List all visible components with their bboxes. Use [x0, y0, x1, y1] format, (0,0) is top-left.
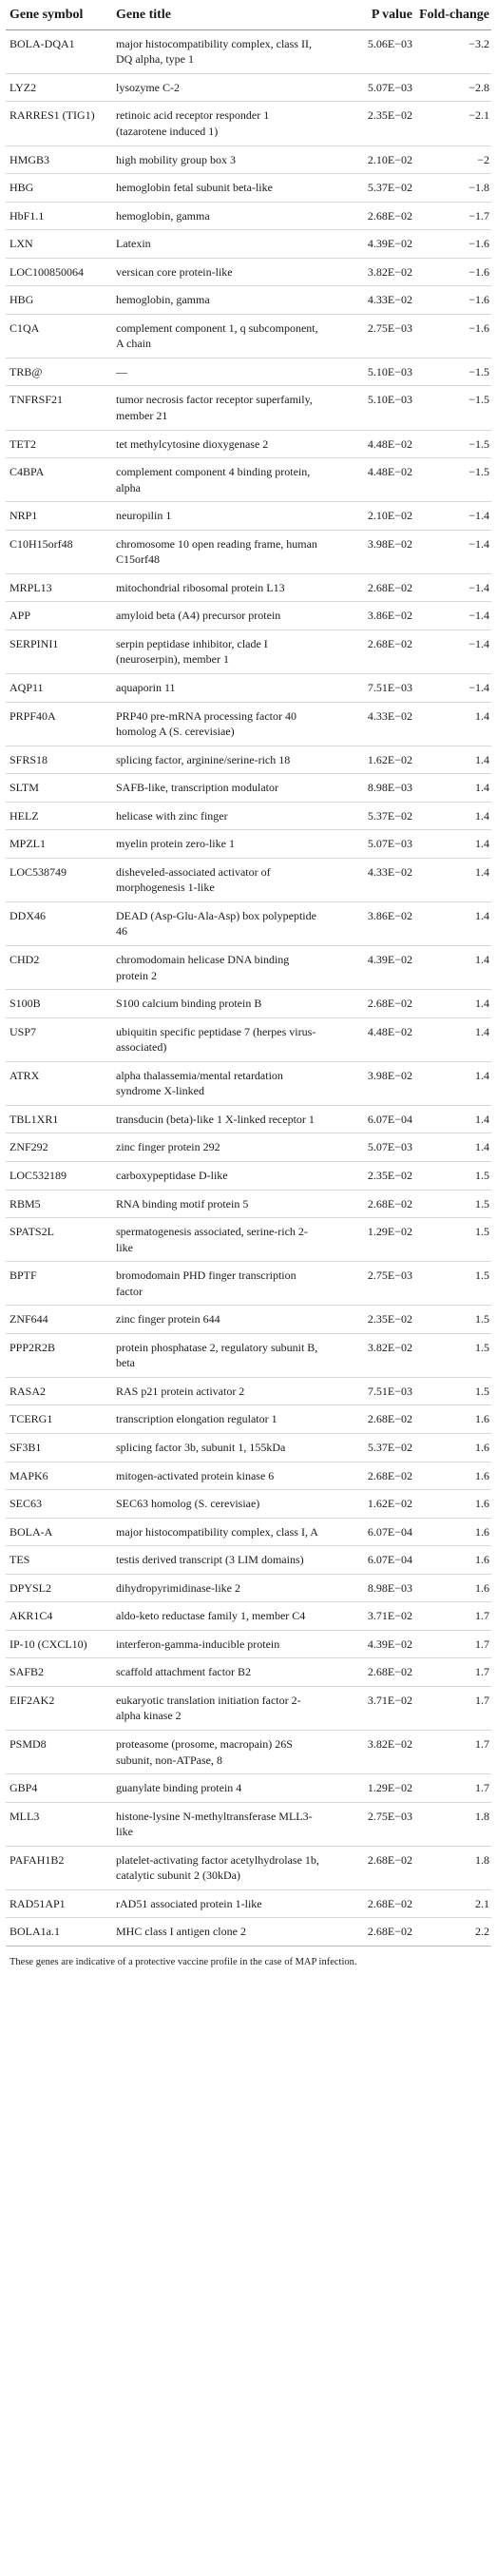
p-value-cell: 3.98E−02	[323, 1061, 414, 1105]
fold-change-cell: −1.6	[414, 286, 491, 315]
table-row	[6, 702, 491, 746]
gene-symbol-cell: TCERG1	[6, 1405, 112, 1434]
gene-title-cell: complement component 1, q subcomponent, A chain	[112, 314, 323, 358]
p-value-cell: 4.33E−02	[323, 858, 414, 901]
fold-change-cell: −1.6	[414, 230, 491, 259]
table-row	[6, 1462, 491, 1490]
gene-title-cell: protein phosphatase 2, regulatory subunit B, beta	[112, 1333, 323, 1377]
fold-change-cell: −1.4	[414, 530, 491, 573]
p-value-cell: 5.07E−03	[323, 1133, 414, 1162]
table-row	[6, 258, 491, 286]
table-row	[6, 73, 491, 102]
gene-symbol-cell: HMGB3	[6, 145, 112, 174]
gene-symbol-cell: PSMD8	[6, 1730, 112, 1773]
table-row	[6, 1918, 491, 1947]
p-value-cell: 2.68E−02	[323, 1462, 414, 1490]
table-row	[6, 430, 491, 458]
fold-change-cell: −1.6	[414, 258, 491, 286]
gene-symbol-cell: IP-10 (CXCL10)	[6, 1630, 112, 1658]
p-value-cell: 1.62E−02	[323, 1490, 414, 1519]
p-value-cell: 4.48E−02	[323, 430, 414, 458]
table-row	[6, 990, 491, 1018]
fold-change-cell: 1.7	[414, 1730, 491, 1773]
p-value-cell: 2.35E−02	[323, 102, 414, 145]
gene-title-cell: mitochondrial ribosomal protein L13	[112, 573, 323, 602]
gene-symbol-cell: PRPF40A	[6, 702, 112, 746]
gene-title-cell: transducin (beta)-like 1 X-linked receptor 1	[112, 1105, 323, 1133]
gene-title-cell: transcription elongation regulator 1	[112, 1405, 323, 1434]
gene-symbol-cell: SERPINI1	[6, 629, 112, 673]
table-row	[6, 1730, 491, 1773]
gene-title-cell: hemoglobin fetal subunit beta-like	[112, 174, 323, 203]
table-row	[6, 1133, 491, 1162]
table-row	[6, 358, 491, 386]
gene-title-cell: aldo-keto reductase family 1, member C4	[112, 1602, 323, 1631]
gene-symbol-cell: GBP4	[6, 1774, 112, 1803]
gene-symbol-cell: ZNF644	[6, 1306, 112, 1334]
gene-symbol-cell: LXN	[6, 230, 112, 259]
p-value-cell: 4.39E−02	[323, 946, 414, 990]
gene-symbol-cell: BPTF	[6, 1262, 112, 1306]
fold-change-cell: 1.5	[414, 1161, 491, 1190]
gene-symbol-cell: PAFAH1B2	[6, 1846, 112, 1889]
fold-change-cell: 1.4	[414, 802, 491, 830]
gene-symbol-cell: BOLA-DQA1	[6, 29, 112, 73]
gene-symbol-cell: TRB@	[6, 358, 112, 386]
fold-change-cell: 1.4	[414, 1061, 491, 1105]
fold-change-cell: 1.7	[414, 1774, 491, 1803]
gene-title-cell: amyloid beta (A4) precursor protein	[112, 602, 323, 630]
table-row	[6, 530, 491, 573]
fold-change-cell: 1.4	[414, 901, 491, 945]
gene-symbol-cell: TNFRSF21	[6, 386, 112, 430]
gene-symbol-cell: MPZL1	[6, 830, 112, 859]
fold-change-cell: 1.7	[414, 1630, 491, 1658]
p-value-cell: 6.07E−04	[323, 1105, 414, 1133]
gene-title-cell: zinc finger protein 292	[112, 1133, 323, 1162]
table-row	[6, 1377, 491, 1405]
gene-title-cell: RAS p21 protein activator 2	[112, 1377, 323, 1405]
gene-title-cell: major histocompatibility complex, class I, A	[112, 1518, 323, 1546]
gene-symbol-cell: AQP11	[6, 674, 112, 703]
fold-change-cell: 1.8	[414, 1846, 491, 1889]
gene-title-cell: complement component 4 binding protein, alpha	[112, 458, 323, 502]
table-row	[6, 774, 491, 803]
p-value-cell: 4.39E−02	[323, 230, 414, 259]
gene-title-cell: hemoglobin, gamma	[112, 286, 323, 315]
gene-symbol-cell: SLTM	[6, 774, 112, 803]
gene-title-cell: rAD51 associated protein 1-like	[112, 1889, 323, 1918]
fold-change-cell: 1.6	[414, 1433, 491, 1462]
gene-title-cell: tet methylcytosine dioxygenase 2	[112, 430, 323, 458]
p-value-cell: 8.98E−03	[323, 774, 414, 803]
p-value-cell: 2.68E−02	[323, 1190, 414, 1218]
table-row	[6, 1433, 491, 1462]
gene-title-cell: versican core protein-like	[112, 258, 323, 286]
gene-symbol-cell: DPYSL2	[6, 1574, 112, 1602]
table-row	[6, 830, 491, 859]
p-value-cell: 2.68E−02	[323, 1658, 414, 1687]
p-value-cell: 5.37E−02	[323, 174, 414, 203]
fold-change-cell: 1.4	[414, 858, 491, 901]
table-row	[6, 314, 491, 358]
fold-change-cell: 2.1	[414, 1889, 491, 1918]
p-value-cell: 3.71E−02	[323, 1686, 414, 1730]
gene-symbol-cell: TET2	[6, 430, 112, 458]
gene-symbol-cell: CHD2	[6, 946, 112, 990]
p-value-cell: 5.10E−03	[323, 386, 414, 430]
p-value-cell: 3.71E−02	[323, 1602, 414, 1631]
table-row	[6, 230, 491, 259]
gene-symbol-cell: NRP1	[6, 502, 112, 531]
table-row	[6, 1333, 491, 1377]
gene-symbol-cell: BOLA1a.1	[6, 1918, 112, 1947]
table-header	[6, 6, 491, 29]
gene-title-cell: chromosome 10 open reading frame, human C15orf48	[112, 530, 323, 573]
p-value-cell: 2.75E−03	[323, 1262, 414, 1306]
header-fold-change: Fold-change	[414, 6, 491, 29]
fold-change-cell: 1.5	[414, 1377, 491, 1405]
gene-title-cell: carboxypeptidase D-like	[112, 1161, 323, 1190]
p-value-cell: 3.86E−02	[323, 901, 414, 945]
table-row	[6, 901, 491, 945]
gene-symbol-cell: S100B	[6, 990, 112, 1018]
gene-title-cell: bromodomain PHD finger transcription factor	[112, 1262, 323, 1306]
p-value-cell: 6.07E−04	[323, 1546, 414, 1575]
gene-title-cell: platelet-activating factor acetylhydrolase 1b, catalytic subunit 2 (30kDa)	[112, 1846, 323, 1889]
gene-symbol-cell: SPATS2L	[6, 1218, 112, 1262]
fold-change-cell: 1.6	[414, 1518, 491, 1546]
p-value-cell: 7.51E−03	[323, 674, 414, 703]
header-gene-symbol: Gene symbol	[6, 6, 112, 29]
fold-change-cell: 1.4	[414, 1105, 491, 1133]
table-row	[6, 1574, 491, 1602]
table-row	[6, 746, 491, 774]
fold-change-cell: −3.2	[414, 29, 491, 73]
fold-change-cell: −2	[414, 145, 491, 174]
fold-change-cell: −1.4	[414, 602, 491, 630]
gene-title-cell: RNA binding motif protein 5	[112, 1190, 323, 1218]
fold-change-cell: 1.5	[414, 1218, 491, 1262]
table-footnote: These genes are indicative of a protective vaccine profile in the case of MAP infection.	[10, 1956, 357, 1967]
table-row	[6, 1774, 491, 1803]
fold-change-cell: 1.6	[414, 1462, 491, 1490]
gene-symbol-cell: LYZ2	[6, 73, 112, 102]
fold-change-cell: −2.8	[414, 73, 491, 102]
header-gene-title: Gene title	[112, 6, 323, 29]
gene-symbol-cell: PPP2R2B	[6, 1333, 112, 1377]
gene-symbol-cell: RAD51AP1	[6, 1889, 112, 1918]
fold-change-cell: 1.5	[414, 1190, 491, 1218]
fold-change-cell: 1.7	[414, 1686, 491, 1730]
p-value-cell: 4.48E−02	[323, 458, 414, 502]
fold-change-cell: −1.4	[414, 502, 491, 531]
gene-title-cell: DEAD (Asp-Glu-Ala-Asp) box polypeptide 46	[112, 901, 323, 945]
fold-change-cell: 2.2	[414, 1918, 491, 1947]
table-row	[6, 102, 491, 145]
gene-title-cell: eukaryotic translation initiation factor 2-alpha kinase 2	[112, 1686, 323, 1730]
table-row	[6, 1061, 491, 1105]
p-value-cell: 1.29E−02	[323, 1774, 414, 1803]
p-value-cell: 2.68E−02	[323, 573, 414, 602]
p-value-cell: 3.82E−02	[323, 1333, 414, 1377]
gene-symbol-cell: LOC532189	[6, 1161, 112, 1190]
gene-symbol-cell: MRPL13	[6, 573, 112, 602]
table-row	[6, 29, 491, 73]
table-row	[6, 1262, 491, 1306]
gene-title-cell: guanylate binding protein 4	[112, 1774, 323, 1803]
gene-symbol-cell: SFRS18	[6, 746, 112, 774]
fold-change-cell: 1.4	[414, 774, 491, 803]
p-value-cell: 2.75E−03	[323, 1802, 414, 1846]
fold-change-cell: 1.4	[414, 830, 491, 859]
gene-title-cell: proteasome (prosome, macropain) 26S subunit, non-ATPase, 8	[112, 1730, 323, 1773]
fold-change-cell: 1.7	[414, 1658, 491, 1687]
gene-symbol-cell: C1QA	[6, 314, 112, 358]
fold-change-cell: 1.4	[414, 946, 491, 990]
p-value-cell: 1.62E−02	[323, 746, 414, 774]
gene-title-cell: lysozyme C-2	[112, 73, 323, 102]
p-value-cell: 3.98E−02	[323, 530, 414, 573]
gene-title-cell: serpin peptidase inhibitor, clade I (neuroserpin), member 1	[112, 629, 323, 673]
fold-change-cell: −1.5	[414, 458, 491, 502]
gene-title-cell: aquaporin 11	[112, 674, 323, 703]
gene-symbol-cell: TBL1XR1	[6, 1105, 112, 1133]
gene-title-cell: splicing factor 3b, subunit 1, 155kDa	[112, 1433, 323, 1462]
p-value-cell: 5.06E−03	[323, 29, 414, 73]
p-value-cell: 2.35E−02	[323, 1306, 414, 1334]
gene-symbol-cell: APP	[6, 602, 112, 630]
gene-symbol-cell: TES	[6, 1546, 112, 1575]
fold-change-cell: −1.7	[414, 202, 491, 230]
p-value-cell: 4.33E−02	[323, 286, 414, 315]
header-row	[6, 6, 491, 29]
gene-symbol-cell: MAPK6	[6, 1462, 112, 1490]
fold-change-cell: 1.4	[414, 990, 491, 1018]
gene-symbol-cell: ATRX	[6, 1061, 112, 1105]
fold-change-cell: −1.4	[414, 573, 491, 602]
gene-symbol-cell: ZNF292	[6, 1133, 112, 1162]
gene-title-cell: helicase with zinc finger	[112, 802, 323, 830]
fold-change-cell: 1.5	[414, 1333, 491, 1377]
table-row	[6, 1405, 491, 1434]
p-value-cell: 3.82E−02	[323, 1730, 414, 1773]
table-row	[6, 1846, 491, 1889]
gene-symbol-cell: RBM5	[6, 1190, 112, 1218]
table-row	[6, 674, 491, 703]
gene-symbol-cell: LOC538749	[6, 858, 112, 901]
gene-title-cell: mitogen-activated protein kinase 6	[112, 1462, 323, 1490]
gene-symbol-cell: MLL3	[6, 1802, 112, 1846]
gene-title-cell: scaffold attachment factor B2	[112, 1658, 323, 1687]
gene-symbol-cell: BOLA-A	[6, 1518, 112, 1546]
table-row	[6, 174, 491, 203]
table-row	[6, 802, 491, 830]
gene-symbol-cell: RASA2	[6, 1377, 112, 1405]
gene-title-cell: tumor necrosis factor receptor superfamily, member 21	[112, 386, 323, 430]
p-value-cell: 2.35E−02	[323, 1161, 414, 1190]
gene-title-cell: SEC63 homolog (S. cerevisiae)	[112, 1490, 323, 1519]
fold-change-cell: 1.5	[414, 1306, 491, 1334]
header-p-value: P value	[323, 6, 414, 29]
fold-change-cell: 1.7	[414, 1602, 491, 1631]
table-row	[6, 1802, 491, 1846]
gene-title-cell: myelin protein zero-like 1	[112, 830, 323, 859]
gene-symbol-cell: RARRES1 (TIG1)	[6, 102, 112, 145]
p-value-cell: 5.07E−03	[323, 73, 414, 102]
gene-title-cell: Latexin	[112, 230, 323, 259]
gene-title-cell: SAFB-like, transcription modulator	[112, 774, 323, 803]
gene-title-cell: testis derived transcript (3 LIM domains)	[112, 1546, 323, 1575]
gene-title-cell: ubiquitin specific peptidase 7 (herpes virus-associated)	[112, 1017, 323, 1061]
p-value-cell: 2.10E−02	[323, 502, 414, 531]
table-row	[6, 573, 491, 602]
gene-symbol-cell: HBG	[6, 286, 112, 315]
p-value-cell: 2.68E−02	[323, 1405, 414, 1434]
fold-change-cell: −1.5	[414, 430, 491, 458]
table-body	[6, 29, 491, 1946]
p-value-cell: 3.82E−02	[323, 258, 414, 286]
fold-change-cell: 1.6	[414, 1546, 491, 1575]
p-value-cell: 8.98E−03	[323, 1574, 414, 1602]
gene-symbol-cell: C4BPA	[6, 458, 112, 502]
table-row	[6, 1490, 491, 1519]
gene-title-cell: disheveled-associated activator of morphogenesis 1-like	[112, 858, 323, 901]
p-value-cell: 2.68E−02	[323, 990, 414, 1018]
gene-symbol-cell: SF3B1	[6, 1433, 112, 1462]
p-value-cell: 2.68E−02	[323, 202, 414, 230]
gene-title-cell: neuropilin 1	[112, 502, 323, 531]
gene-title-cell: MHC class I antigen clone 2	[112, 1918, 323, 1947]
p-value-cell: 5.07E−03	[323, 830, 414, 859]
table-row	[6, 1658, 491, 1687]
fold-change-cell: 1.4	[414, 1133, 491, 1162]
p-value-cell: 5.37E−02	[323, 802, 414, 830]
table-row	[6, 202, 491, 230]
p-value-cell: 5.10E−03	[323, 358, 414, 386]
gene-title-cell: histone-lysine N-methyltransferase MLL3-like	[112, 1802, 323, 1846]
table-row	[6, 145, 491, 174]
p-value-cell: 3.86E−02	[323, 602, 414, 630]
p-value-cell: 4.48E−02	[323, 1017, 414, 1061]
gene-symbol-cell: AKR1C4	[6, 1602, 112, 1631]
gene-title-cell: hemoglobin, gamma	[112, 202, 323, 230]
gene-title-cell: interferon-gamma-inducible protein	[112, 1630, 323, 1658]
p-value-cell: 2.68E−02	[323, 1846, 414, 1889]
fold-change-cell: −1.5	[414, 358, 491, 386]
gene-symbol-cell: DDX46	[6, 901, 112, 945]
p-value-cell: 4.39E−02	[323, 1630, 414, 1658]
gene-title-cell: S100 calcium binding protein B	[112, 990, 323, 1018]
fold-change-cell: 1.8	[414, 1802, 491, 1846]
table-row	[6, 1686, 491, 1730]
p-value-cell: 5.37E−02	[323, 1433, 414, 1462]
fold-change-cell: 1.4	[414, 746, 491, 774]
table-row	[6, 386, 491, 430]
gene-title-cell: dihydropyrimidinase-like 2	[112, 1574, 323, 1602]
p-value-cell: 7.51E−03	[323, 1377, 414, 1405]
table-row	[6, 946, 491, 990]
fold-change-cell: 1.5	[414, 1262, 491, 1306]
table-row	[6, 286, 491, 315]
gene-symbol-cell: SEC63	[6, 1490, 112, 1519]
fold-change-cell: −1.4	[414, 674, 491, 703]
fold-change-cell: −2.1	[414, 102, 491, 145]
table-row	[6, 1105, 491, 1133]
table-row	[6, 1218, 491, 1262]
gene-symbol-cell: HbF1.1	[6, 202, 112, 230]
table-row	[6, 629, 491, 673]
table-row	[6, 1017, 491, 1061]
fold-change-cell: −1.4	[414, 629, 491, 673]
gene-symbol-cell: LOC100850064	[6, 258, 112, 286]
fold-change-cell: 1.4	[414, 1017, 491, 1061]
fold-change-cell: 1.6	[414, 1574, 491, 1602]
gene-title-cell: spermatogenesis associated, serine-rich 2-like	[112, 1218, 323, 1262]
p-value-cell: 2.68E−02	[323, 1889, 414, 1918]
fold-change-cell: −1.6	[414, 314, 491, 358]
table-row	[6, 1889, 491, 1918]
fold-change-cell: −1.5	[414, 386, 491, 430]
table-row	[6, 1306, 491, 1334]
gene-symbol-cell: HBG	[6, 174, 112, 203]
table-row	[6, 1161, 491, 1190]
p-value-cell: 2.75E−03	[323, 314, 414, 358]
p-value-cell: 6.07E−04	[323, 1518, 414, 1546]
table-row	[6, 1630, 491, 1658]
fold-change-cell: −1.8	[414, 174, 491, 203]
gene-symbol-cell: SAFB2	[6, 1658, 112, 1687]
table-row	[6, 1518, 491, 1546]
table-row	[6, 1602, 491, 1631]
gene-title-cell: high mobility group box 3	[112, 145, 323, 174]
gene-title-cell: —	[112, 358, 323, 386]
p-value-cell: 2.10E−02	[323, 145, 414, 174]
gene-title-cell: major histocompatibility complex, class II, DQ alpha, type 1	[112, 29, 323, 73]
gene-symbol-cell: EIF2AK2	[6, 1686, 112, 1730]
p-value-cell: 4.33E−02	[323, 702, 414, 746]
gene-title-cell: chromodomain helicase DNA binding protein 2	[112, 946, 323, 990]
gene-symbol-cell: C10H15orf48	[6, 530, 112, 573]
table-row	[6, 458, 491, 502]
fold-change-cell: 1.6	[414, 1405, 491, 1434]
gene-title-cell: PRP40 pre-mRNA processing factor 40 homolog A (S. cerevisiae)	[112, 702, 323, 746]
p-value-cell: 2.68E−02	[323, 1918, 414, 1947]
gene-title-cell: splicing factor, arginine/serine-rich 18	[112, 746, 323, 774]
table-row	[6, 502, 491, 531]
table-row	[6, 602, 491, 630]
gene-title-cell: retinoic acid receptor responder 1 (tazarotene induced 1)	[112, 102, 323, 145]
table-row	[6, 1190, 491, 1218]
gene-table	[6, 6, 491, 1947]
gene-title-cell: zinc finger protein 644	[112, 1306, 323, 1334]
p-value-cell: 1.29E−02	[323, 1218, 414, 1262]
gene-symbol-cell: HELZ	[6, 802, 112, 830]
fold-change-cell: 1.6	[414, 1490, 491, 1519]
table-row	[6, 1546, 491, 1575]
p-value-cell: 2.68E−02	[323, 629, 414, 673]
table-row	[6, 858, 491, 901]
gene-symbol-cell: USP7	[6, 1017, 112, 1061]
gene-title-cell: alpha thalassemia/mental retardation syndrome X-linked	[112, 1061, 323, 1105]
fold-change-cell: 1.4	[414, 702, 491, 746]
